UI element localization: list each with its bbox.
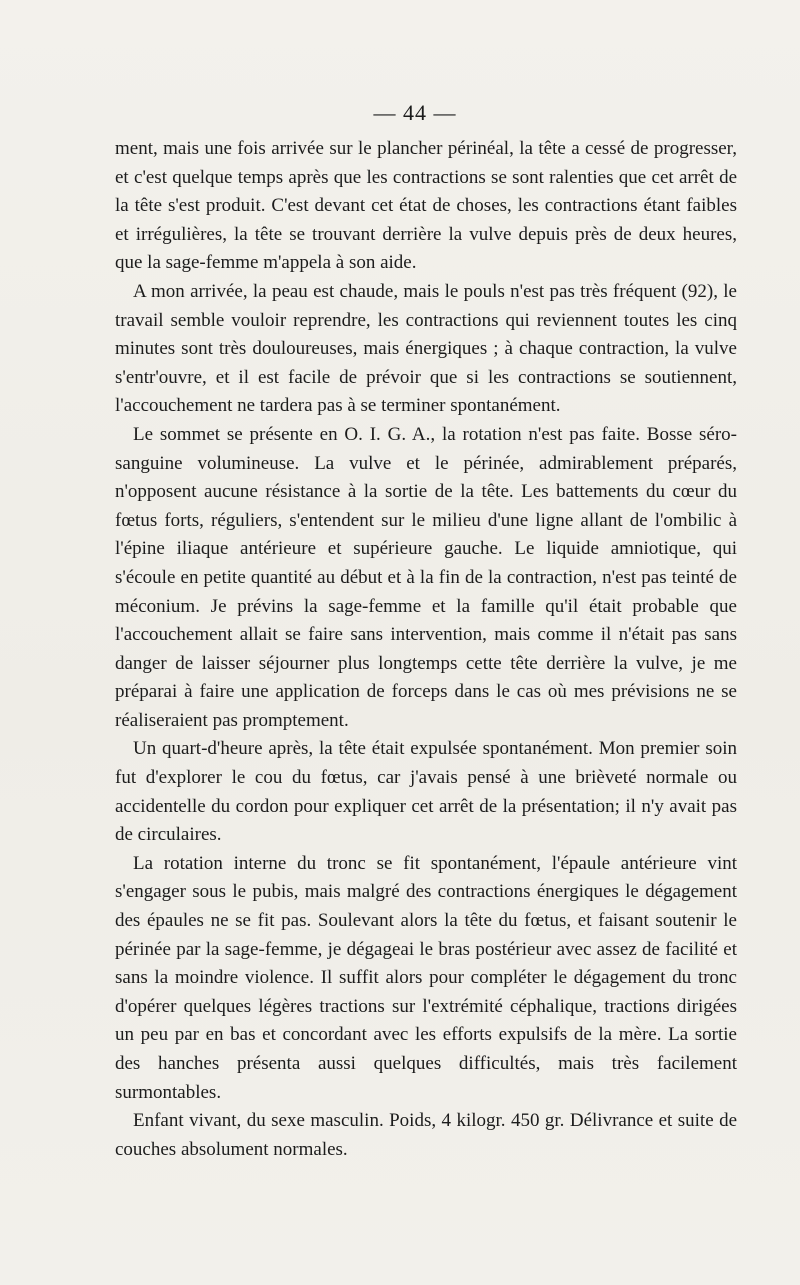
paragraph-outcome: Enfant vivant, du sexe masculin. Poids, 4 kilogr. 450 gr. Délivrance et suite de couches absolument normales.	[115, 1110, 737, 1160]
paragraph-expulsion: Un quart-d'heure après, la tête était expulsée spontanément. Mon premier soin fut d'explorer le cou du fœtus, car j'avais pensé à une brièveté normale ou accidentelle du cordon pour expliquer cet arrêt de la présentation; il n'y avait pas de circulaires.	[115, 738, 737, 846]
paragraph-continuation: ment, mais une fois arrivée sur le plancher périnéal, la tête a cessé de progresser, et c'est quelque temps après que les contractions se sont ralenties que cet arrêt de la tête s'est produit. C'est devant cet état de choses, les contractions étant faibles et irrégulières, la tête se trouvant derrière la vulve depuis près de deux heures, que la sage-femme m'appela à son aide.	[115, 138, 737, 274]
page-number: — 44 —	[373, 100, 457, 125]
body-text	[115, 135, 737, 1164]
paragraph-shoulder-delivery: La rotation interne du tronc se fit spontanément, l'épaule antérieure vint s'engager sous le pubis, mais malgré des contractions énergiques le dégagement des épaules ne se fit pas. Soulevant alors la tête du fœtus, et faisant soutenir le périnée par la sage-femme, je dégageai le bras postérieur avec assez de facilité et sans la moindre violence. Il suffit alors pour compléter le dégagement du tronc d'opérer quelques légères tractions sur l'extrémité céphalique, tractions dirigées un peu par en bas et concordant avec les efforts expulsifs de la mère. La sortie des hanches présenta aussi quelques difficultés, mais très facilement surmontables.	[115, 852, 737, 1103]
paragraph-presentation: Le sommet se présente en O. I. G. A., la rotation n'est pas faite. Bosse séro-sanguine volumineuse. La vulve et le périnée, admirablement préparés, n'opposent aucune résistance à la sortie de la tête. Les battements du cœur du fœtus forts, réguliers, s'entendent sur le milieu d'une ligne allant de l'ombilic à l'épine iliaque antérieure et supérieure gauche. Le liquide amniotique, qui s'écoule en petite quantité au début et à la fin de la contraction, n'est pas teinté de méconium. Je prévins la sage-femme et la famille qu'il était probable que l'accouchement allait se faire sans intervention, mais comme il n'était pas sans danger de laisser séjourner plus longtemps cette tête derrière la vulve, je me préparai à faire une application de forceps dans le cas où mes prévisions ne se réaliseraient pas promptement.	[115, 423, 737, 731]
paragraph-arrival: A mon arrivée, la peau est chaude, mais le pouls n'est pas très fréquent (92), le travail semble vouloir reprendre, les contractions qui reviennent toutes les cinq minutes sont très douloureuses, mais énergiques ; à chaque contraction, la vulve s'entr'ouvre, et il est facile de prévoir que si les contractions se soutiennent, l'accouchement ne tardera pas à se terminer spontanément.	[115, 280, 737, 417]
